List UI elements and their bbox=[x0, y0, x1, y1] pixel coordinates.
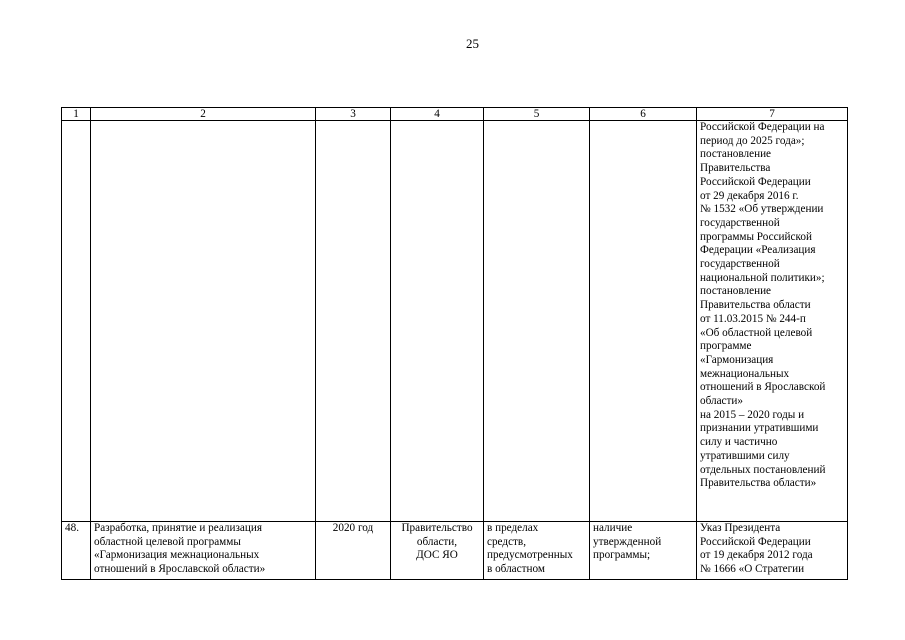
column-header: 7 bbox=[697, 108, 848, 121]
column-header: 4 bbox=[391, 108, 484, 121]
page-number: 25 bbox=[466, 36, 479, 51]
cell-deadline bbox=[316, 121, 391, 522]
cell-responsible: Правительство области, ДОС ЯО bbox=[391, 522, 484, 580]
table-row-48 bbox=[62, 522, 848, 580]
column-header: 6 bbox=[590, 108, 697, 121]
cell-result: наличие утвержденной программы; bbox=[590, 522, 697, 580]
cell-responsible bbox=[391, 121, 484, 522]
cell-funding: в пределах средств, предусмотренных в областном bbox=[484, 522, 590, 580]
table-row-continuation bbox=[62, 121, 848, 522]
cell-funding bbox=[484, 121, 590, 522]
cell-legal-basis: Указ Президента Российской Федерации от 19 декабря 2012 года № 1666 «О Стратегии bbox=[697, 522, 848, 580]
cell-number: 48. bbox=[62, 522, 91, 580]
table-header-row bbox=[62, 108, 848, 121]
cell-activity: Разработка, принятие и реализация областной целевой программы «Гармонизация межнациональных отношений в Ярославской области» bbox=[91, 522, 316, 580]
column-header: 5 bbox=[484, 108, 590, 121]
cell-number bbox=[62, 121, 91, 522]
column-header: 3 bbox=[316, 108, 391, 121]
cell-result bbox=[590, 121, 697, 522]
cell-deadline: 2020 год bbox=[316, 522, 391, 580]
cell-legal-basis: Российской Федерации на период до 2025 года»; постановление Правительства Российской Федерации от 29 декабря 2016 г. № 1532 «Об утверждении государственной программы Российской Федерации «Реализация государственной национальной политики»; постановление Правительства области от 11.03.2015 № 244-п «Об областной целевой программе «Гармонизация межнациональных отношений в Ярославской области» на 2015 – 2020 годы и признании утратившими силу и частично утратившими силу отдельных постановлений Правительства области» bbox=[697, 121, 848, 522]
cell-activity bbox=[91, 121, 316, 522]
column-header: 1 bbox=[62, 108, 91, 121]
plan-table bbox=[61, 107, 848, 580]
column-header: 2 bbox=[91, 108, 316, 121]
